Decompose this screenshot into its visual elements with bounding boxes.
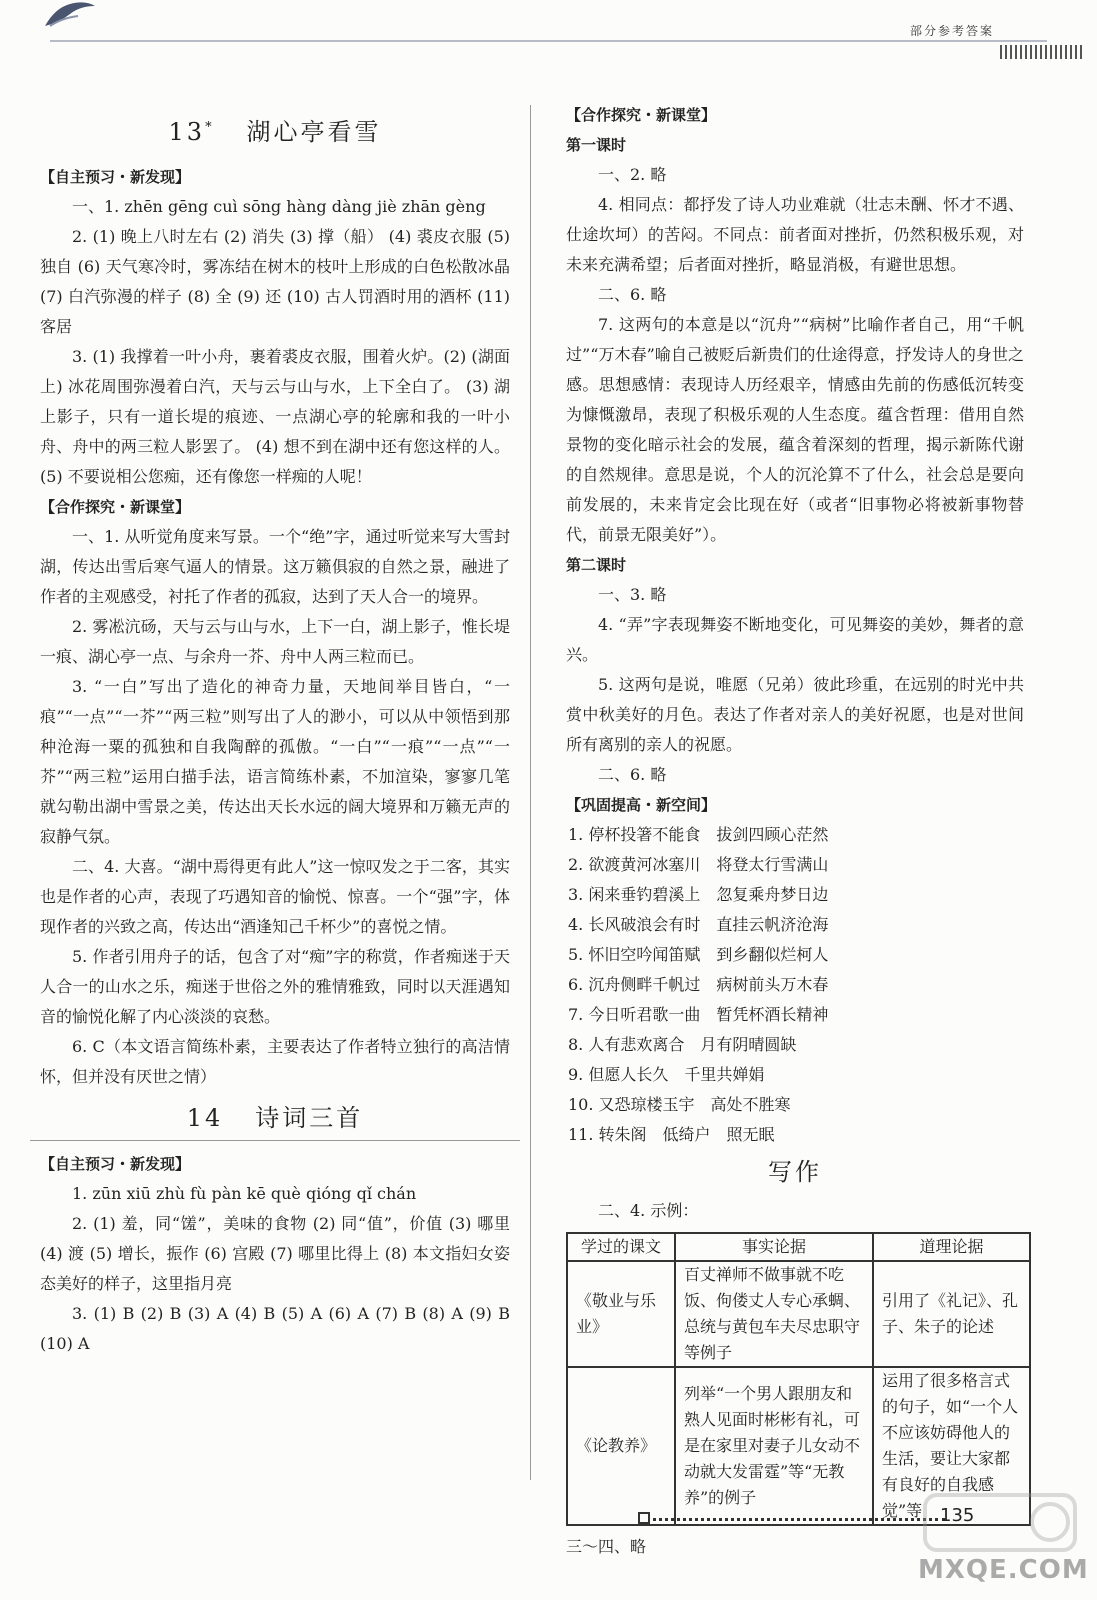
lesson-name: 湖心亭看雪 xyxy=(246,118,382,146)
list-item: 1. 停杯投箸不能食 拔剑四顾心茫然 xyxy=(568,825,829,844)
section-heading: 【巩固提高・新空间】 xyxy=(566,796,717,814)
section-heading: 【自主预习・新发现】 xyxy=(40,1155,191,1173)
subsection-heading: 第一课时 xyxy=(566,136,627,154)
header-rule xyxy=(50,40,1047,42)
answer-paragraph: 3. (1) 我撑着一叶小舟，裹着裘皮衣服，围着火炉。(2) (湖面上) 冰花周围弥漫着白汽，天与云与山与水，上下全白了。 (3) 湖上影子，只有一道长堤的痕迹、一点湖心亭的轮廓和我的一叶小舟、舟中的两三粒人影罢了。 (4) 想不到在湖中还有您这样的人。 (5) 不要说相公您痴，还有像您一样痴的人呢！ xyxy=(40,347,510,486)
table-header-row xyxy=(567,1233,1030,1261)
list-item: 2. 欲渡黄河冰塞川 将登太行雪满山 xyxy=(568,855,829,874)
header-ticks xyxy=(1000,45,1085,59)
answer-paragraph: 3. (1) B (2) B (3) A (4) B (5) A (6) A (7) B (8) A (9) B (10) A xyxy=(40,1304,510,1353)
lesson-number: 14 xyxy=(186,1104,224,1132)
poem-lines-list xyxy=(566,820,1024,1150)
table-cell: 引用了《礼记》、孔子、朱子的论述 xyxy=(873,1261,1030,1367)
answer-paragraph: 二、4. 示例： xyxy=(598,1201,699,1220)
answer-paragraph: 2. 雾凇沆砀，天与云与山与水，上下一白，湖上影子，惟长堤一痕、湖心亭一点、与余舟一芥、舟中人两三粒而已。 xyxy=(40,617,510,666)
table-header: 学过的课文 xyxy=(567,1233,675,1261)
table-header: 事实论据 xyxy=(675,1233,873,1261)
watermark-text: MXQE.COM xyxy=(918,1555,1089,1585)
list-item: 11. 转朱阁 低绮户 照无眠 xyxy=(568,1125,775,1144)
table-cell: 百丈禅师不做事就不吃饭、佝偻丈人专心承蜩、总统与黄包车夫尽忠职守等例子 xyxy=(675,1261,873,1367)
column-divider xyxy=(530,105,531,1480)
list-item: 9. 但愿人长久 千里共婵娟 xyxy=(568,1065,765,1084)
section-heading: 【自主预习・新发现】 xyxy=(40,168,191,186)
answer-paragraph: 二、4. 大喜。“湖中焉得更有此人”这一惊叹发之于二客，其实也是作者的心声，表现了巧遇知音的愉悦、惊喜。一个“强”字，体现作者的兴致之高，传达出“酒逢知己千杯少”的喜悦之情。 xyxy=(40,857,510,936)
table-cell: 列举“一个男人跟朋友和熟人见面时彬彬有礼，可是在家里对妻子儿女动不动就大发雷霆”等“无教养”的例子 xyxy=(675,1367,873,1525)
table-cell: 运用了很多格言式的句子，如“一个人不应该妨碍他人的生活，要让大家都有良好的自我感觉”等 xyxy=(873,1367,1030,1525)
lesson-star: * xyxy=(205,120,215,135)
table-cell: 《论教养》 xyxy=(567,1367,675,1525)
list-item: 4. 长风破浪会有时 直挂云帆济沧海 xyxy=(568,915,829,934)
answer-paragraph: 一、1. zhēn gēng cuì sōng hàng dàng jiè zhān gèng xyxy=(72,197,486,216)
answer-paragraph: 5. 这两句是说，唯愿（兄弟）彼此珍重，在远别的时光中共赏中秋美好的月色。表达了作者对亲人的美好祝愿，也是对世间所有离别的亲人的祝愿。 xyxy=(566,675,1024,754)
list-item: 8. 人有悲欢离合 月有阴晴圆缺 xyxy=(568,1035,797,1054)
publisher-logo-icon xyxy=(40,0,100,28)
section-rule xyxy=(30,1140,520,1141)
writing-title: 写作 xyxy=(768,1158,822,1186)
lesson-14-title xyxy=(40,1100,510,1136)
list-item: 7. 今日听君歌一曲 暂凭杯酒长精神 xyxy=(568,1005,829,1024)
section-heading: 【合作探究・新课堂】 xyxy=(40,498,191,516)
table-header: 道理论据 xyxy=(873,1233,1030,1261)
answer-paragraph: 二、6. 略 xyxy=(598,285,667,304)
subsection-heading: 第二课时 xyxy=(566,556,627,574)
answer-paragraph: 2. (1) 羞，同“馐”，美味的食物 (2) 同“值”，价值 (3) 哪里 (4) 渡 (5) 增长，振作 (6) 宫殿 (7) 哪里比得上 (8) 本文指妇女姿态美好的样子，这里指月亮 xyxy=(40,1214,510,1293)
lesson-name: 诗词三首 xyxy=(255,1104,364,1132)
answer-paragraph: 7. 这两句的本意是以“沉舟”“病树”比喻作者自己，用“千帆过”“万木春”喻自己被贬后新贵们的仕途得意，抒发诗人的身世之感。思想感情：表现诗人历经艰辛，情感由先前的伤感低沉转变为慷慨激昂，表现了积极乐观的人生态度。蕴含哲理：借用自然景物的变化暗示社会的发展，蕴含着深刻的哲理，揭示新陈代谢的自然规律。意思是说，个人的沉沦算不了什么，社会总是要向前发展的，未来肯定会比现在好（或者“旧事物必将被新事物替代，前景无限美好”）。 xyxy=(566,315,1024,544)
answer-paragraph: 4. “弄”字表现舞姿不断地变化，可见舞姿的美妙，舞者的意兴。 xyxy=(566,615,1024,664)
answer-paragraph: 一、3. 略 xyxy=(598,585,667,604)
answer-paragraph: 三～四、略 xyxy=(566,1537,647,1556)
left-column xyxy=(40,100,510,1359)
answer-paragraph: 5. 作者引用舟子的话，包含了对“痴”字的称赏，作者痴迷于天人合一的山水之乐，痴迷于世俗之外的雅情雅致，同时以天涯遇知音的愉悦化解了内心淡淡的哀愁。 xyxy=(40,947,510,1026)
argument-table xyxy=(566,1232,1031,1526)
answer-paragraph: 6. C（本文语言简练朴素，主要表达了作者特立独行的高洁情怀，但并没有厌世之情） xyxy=(40,1037,510,1086)
answer-paragraph: 二、6. 略 xyxy=(598,765,667,784)
table-cell: 《敬业与乐业》 xyxy=(567,1261,675,1367)
footer-dotted-rule xyxy=(640,1518,945,1521)
answer-paragraph: 2. (1) 晚上八时左右 (2) 消失 (3) 撑（船） (4) 裘皮衣服 (5) 独自 (6) 天气寒冷时，雾冻结在树木的枝叶上形成的白色松散冰晶 (7) 白汽弥漫的样子 (8) 全 (9) 还 (10) 古人罚酒时用的酒杯 (11) 客居 xyxy=(40,227,510,336)
header-label: 部分参考答案 xyxy=(910,24,995,38)
answer-paragraph: 3. “一白”写出了造化的神奇力量，天地间举目皆白，“一痕”“一点”“一芥”“两三粒”则写出了人的渺小，可以从中领悟到那种沧海一粟的孤独和自我陶醉的孤傲。“一白”“一痕”“一点”“一芥”“两三粒”运用白描手法，语言简练朴素，不加渲染，寥寥几笔就勾勒出湖中雪景之美，传达出天长水远的阔大境界和万籁无声的寂静气氛。 xyxy=(40,677,510,846)
list-item: 10. 又恐琼楼玉宇 高处不胜寒 xyxy=(568,1095,791,1114)
list-item: 5. 怀旧空吟闻笛赋 到乡翻似烂柯人 xyxy=(568,945,829,964)
answer-paragraph: 1. zūn xiū zhù fù pàn kē què qióng qǐ chán xyxy=(72,1184,417,1203)
footer-square-icon xyxy=(638,1512,650,1524)
answer-paragraph: 一、1. 从听觉角度来写景。一个“绝”字，通过听觉来写大雪封湖，传达出雪后寒气逼人的情景。这万籁俱寂的自然之景，融进了作者的主观感受，衬托了作者的孤寂，达到了天人合一的境界。 xyxy=(40,527,510,606)
page-number: 135 xyxy=(940,1505,975,1526)
lesson-13-title xyxy=(40,110,510,150)
answer-paragraph: 一、2. 略 xyxy=(598,165,667,184)
right-column xyxy=(566,100,1024,1562)
list-item: 6. 沉舟侧畔千帆过 病树前头万木春 xyxy=(568,975,829,994)
answer-paragraph: 4. 相同点：都抒发了诗人功业难就（壮志未酬、怀才不遇、仕途坎坷）的苦闷。不同点：前者面对挫折，仍然积极乐观，对未来充满希望；后者面对挫折，略显消极，有避世思想。 xyxy=(566,195,1024,274)
table-row xyxy=(567,1261,1030,1367)
list-item: 3. 闲来垂钓碧溪上 忽复乘舟梦日边 xyxy=(568,885,829,904)
section-heading: 【合作探究・新课堂】 xyxy=(566,106,717,124)
lesson-number: 13 xyxy=(168,118,206,146)
